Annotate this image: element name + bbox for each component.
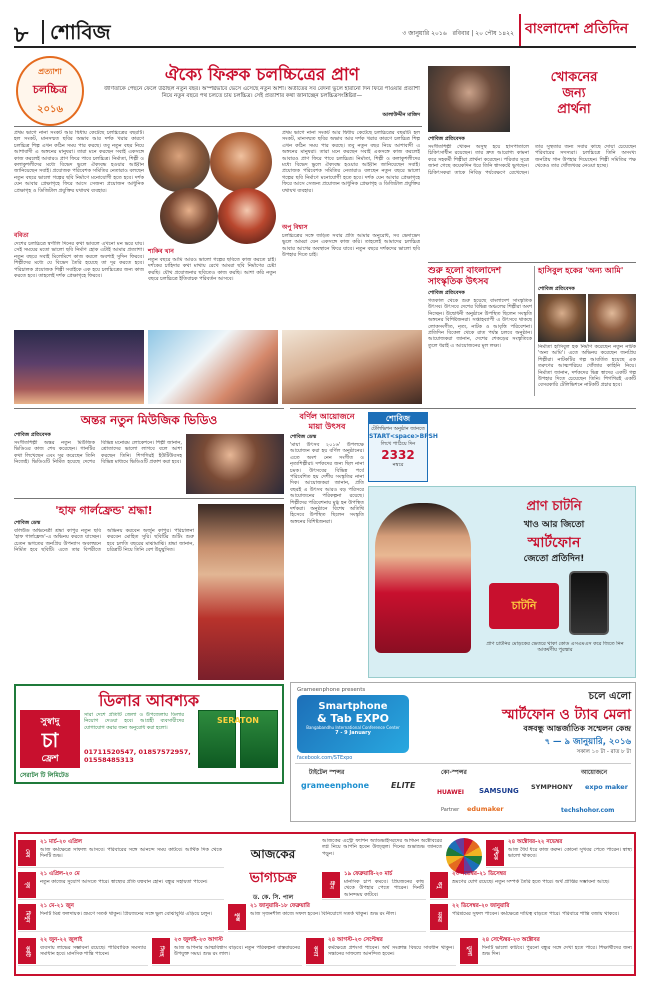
tv-sms-ad (368, 412, 438, 482)
sign-dates: ২৪ সেপ্টেম্বর-২৩ অক্টোবর (482, 937, 540, 943)
khokon-headline-3: প্রার্থনা (557, 102, 591, 117)
sponsor-samsung: SAMSUNG (479, 787, 519, 795)
horoscope-sign (18, 936, 148, 966)
page-number: ৮ (14, 22, 29, 48)
dealer-desc: সারা দেশে প্রতিটি জেলা ও উপজেলায় ডিলার নিয়োগ দেওয়া হবে। আগ্রহী ব্যবসায়ীদের যোগাযোগ করার জন্য অনুরোধ করা হলো। (84, 712, 184, 731)
sign-text: আজ ধৈর্য ধরে কাজ করুন। কোনো সুখবর পেতে পারেন। স্বাস্থ্য ভালো থাকবে। (508, 847, 632, 860)
dealer-phones: 01711520547, 01857572957, 01558485313 (84, 748, 191, 764)
sponsor-huawei: HUAWEI (437, 789, 465, 796)
rule-music (14, 408, 284, 409)
lead-photo-group (282, 330, 422, 404)
lead-name-3: অপু বিশ্বাস (282, 224, 308, 231)
horoscope-sign (18, 902, 224, 932)
expo-organizer-label: আয়োজনে (581, 769, 608, 776)
khokon-headline (512, 70, 636, 118)
lead-photo-actor-2 (160, 188, 218, 244)
pran-slogan-4: জেতো প্রতিদিন! (523, 554, 585, 564)
pran-brand: চাটনি (511, 599, 537, 612)
film-headline-2: মায়া উৎসব (308, 422, 346, 431)
film-headline (290, 412, 364, 432)
lead-photo-actor (148, 132, 210, 192)
rule-shraddha (14, 498, 284, 499)
dealer-title: ডিলার আবশ্যক (98, 691, 200, 710)
pran-model (375, 503, 471, 653)
film-body: 'মায়া উৎসব ২০১৬' উপলক্ষে আয়োজন করা হয় বর্ণিল অনুষ্ঠানের। এতে অংশ নেন সংগীত ও নৃত্যশিল্পীরা। দর্শকদের জন্য ছিল নানা চমক। উৎসবের বিভিন্ন পর্বে পরিবেশিত হয় দেশীয় সংস্কৃতির নানা দিক। আয়োজকরা জানান, প্রতি বছরই এ উৎসব আরও বড় পরিসরে আয়োজনের পরিকল্পনা রয়েছে। শিল্পীদের পরিবেশনায় মুগ্ধ হন উপস্থিত দর্শকরা। অনুষ্ঠানে বিশেষ অতিথি হিসেবে উপস্থিত ছিলেন সংস্কৃতি অঙ্গনের বিশিষ্টজনরা। (290, 442, 364, 525)
expo-title: স্মার্টফোন ও ট্যাব মেলা (501, 707, 631, 723)
hasibul-body: নির্মাতা হাসিবুল হক নির্মাণ করেছেন নতুন নাটক 'অন্য আমি'। এতে অভিনয় করেছেন জনপ্রিয় শিল্পীরা। নাটকটির গল্প আবর্তিত হয়েছে এক তরুণের আত্মপরিচয় খোঁজার কাহিনি নিয়ে। নির্মাতা জানান, দর্শকদের ভিন্ন স্বাদের একটি গল্প উপহার দিতে চেয়েছেন তিনি। শিগগিরই একটি বেসরকারি টেলিভিশনে নাটকটি প্রচার হবে। (538, 344, 636, 389)
horoscope-sign (460, 936, 634, 966)
hasibul-photo-1 (538, 294, 586, 342)
header-divider (42, 20, 44, 44)
lead-body-4: চলচ্চিত্রের সঙ্গে জড়িত সবার প্রতি আমার অনুরোধ, সব ভেদাভেদ ভুলে আমরা যেন একসঙ্গে কাজ করি। তাহলেই আমাদের চলচ্চিত্র আবার আগের অবস্থানে ফিরে যাবে। নতুন বছরে দর্শকদের ভালো ছবি উপহার দিতে চাই। (282, 233, 420, 259)
sponsor-symphony: SYMPHONY (531, 783, 573, 791)
sponsor-grameenphone: grameenphone (301, 781, 369, 790)
pran-phone-icon (569, 571, 609, 635)
pran-ad (368, 486, 636, 678)
masthead-title: বাংলাদেশ প্রতিদিন (525, 21, 629, 37)
expo-logo-sub: Bangabandhu International Conference Center (306, 725, 400, 730)
rule-film (290, 408, 636, 409)
expo-title-sponsor-label: টাইটেল স্পন্সর (309, 769, 345, 776)
pran-footnote: প্রাণ চাটনির মোড়কের ভেতরে থাকা কোড এসএমএস করে জিতে নিন আকর্ষণীয় পুরস্কার (486, 641, 624, 654)
sponsor-elite: ELITE (391, 781, 416, 790)
horoscope-sign (306, 936, 456, 966)
sign-text: আজ কর্মক্ষেত্রে সাফল্য আসবে। পরিবারের সঙ্গে আনন্দে সময় কাটবে। আর্থিক দিক থেকে দিনটি শুভ। (40, 847, 222, 860)
horoscope-sign (430, 870, 634, 900)
sign-dates: ২১ মে-২১ জুন (40, 903, 74, 909)
badge-mid: চলচ্চিত্র (32, 83, 68, 96)
expo-techshohor: techshohor.com (561, 807, 615, 814)
lead-photo-actress-2 (218, 188, 276, 244)
expo-ad (290, 682, 636, 822)
lead-photo-couple (148, 330, 278, 404)
badge-top: প্রত্যাশা (38, 67, 62, 76)
sign-name: তুলা (460, 938, 478, 964)
sign-text: কর্মক্ষেত্রে প্রশংসা পাবেন। অর্থ সংক্রান্ত বিষয়ে সাবধান থাকুন। সন্তানের সাফল্যে আনন্দিত হবেন। (328, 945, 454, 958)
lead-name-1: ববিতা (14, 232, 29, 239)
date-weekday: রবিবার (452, 30, 470, 37)
music-byline: শোবিজ প্রতিবেদক (14, 432, 51, 438)
sign-dates: ২৪ আগস্ট-২৩ সেপ্টেম্বর (328, 937, 383, 943)
date-bangla: ২০ পৌষ ১৪২২ (475, 30, 514, 37)
horoscope-title-2: ভাগ্যচক্র (249, 870, 297, 886)
tv-sms-suffix: নম্বরে (392, 462, 404, 468)
music-headline: অন্তর নতুন মিউজিক ভিডিও (80, 413, 218, 427)
lead-body-3: নতুন বছরে আমি আরও ভালো গল্পের ছবিতে কাজ করতে চাই। দর্শকের চাহিদার কথা মাথায় রেখে আমরা ছবি নির্মাণের চেষ্টা করছি। যৌথ প্রযোজনার ছবিতেও কাজ করছি। আশা করি নতুন বছরে চলচ্চিত্রে ইতিবাচক পরিবর্তন আসবে। (148, 257, 276, 283)
sign-dates: ২৪ অক্টোবর-২২ নভেম্বর (508, 839, 563, 845)
expo-co-sponsor-label: কো-স্পন্সর (441, 769, 467, 776)
expo-edumaker: edumaker (467, 805, 504, 813)
khokon-photo (428, 66, 510, 132)
sign-text: ভ্রমণের যোগ রয়েছে। নতুন সম্পর্ক তৈরি হতে পারে। অর্থ প্রাপ্তির সম্ভাবনা আছে। (452, 879, 610, 885)
shraddha-photo (198, 504, 284, 680)
expo-logo (297, 695, 409, 753)
tv-sms-label: টেলিভিশন অনুষ্ঠান জানতে (371, 426, 425, 432)
khokon-byline: শোবিজ প্রতিবেদক (428, 136, 465, 142)
expo-web: facebook.com/STExpo (297, 755, 353, 761)
pran-slogan-2: খাও আর জিতো (523, 520, 585, 530)
section-title: শোবিজ (50, 20, 111, 44)
shraddha-headline: 'হাফ গার্লফ্রেন্ড' শ্রদ্ধা! (55, 504, 153, 517)
horoscope-sign (152, 936, 302, 966)
pran-slogan-1: প্রাণ চাটনি (526, 499, 582, 514)
horoscope-title (228, 846, 318, 903)
music-photo (186, 434, 284, 494)
sign-name: সিংহ (152, 938, 170, 964)
dealer-left-1: সুস্বাদু (40, 717, 60, 727)
tv-sms-number: 2332 (381, 448, 415, 462)
tv-sms-code: START<space>BPSH (369, 433, 438, 440)
horoscope-sign (228, 902, 426, 932)
khokon-headline-2: জন্য (562, 86, 586, 101)
lead-body-col3: প্রথম ভাগে নানা সংকট আর দ্বিধায় কেটেছে চলচ্চিত্রের বছরটি। হল সংকট, মানসম্মত ছবির অভাব আর দর্শক খরার কারণে চলচ্চিত্র শিল্প এখন কঠিন সময় পার করছে। তবু নতুন বছর নিয়ে আশাবাদী এ অঙ্গনের মানুষরা। তারা মনে করছেন সবাই একসঙ্গে কাজ করলেই আবারও প্রাণ ফিরে পাবে চলচ্চিত্র। নির্মাতা, শিল্পী ও কলাকুশলীদের মধ্যে বিভেদ ভুলে ঐক্যবদ্ধ হওয়ার আহ্বান জানিয়েছেন সবাই। প্রযোজক পরিবেশক সমিতির নেতারাও বলছেন নতুন বছরে ভালো গল্পের ছবি নির্মাণে মনোযোগী হতে হবে। দর্শক যেন আবার প্রেক্ষাগৃহে ফিরে আসে সেজন্য প্রয়োজন আধুনিক প্রেক্ষাগৃহ ও ডিজিটাল প্রযুক্তির যথাযথ ব্যবহার। (282, 130, 420, 194)
lead-name-2: শাকিব খান (148, 248, 174, 255)
sign-dates: ২১ জানুয়ারি-১৮ ফেব্রুয়ারি (250, 903, 310, 909)
page-header (14, 14, 636, 48)
sign-dates: ২৩ জুলাই-২৩ আগস্ট (174, 937, 223, 943)
lead-body-1: প্রথম ভাগে নানা সংকট আর দ্বিধায় কেটেছে চলচ্চিত্রের বছরটি। হল সংকট, মানসম্মত ছবির অভাব আর দর্শক খরার কারণে চলচ্চিত্র শিল্প এখন কঠিন সময় পার করছে। তবু নতুন বছর নিয়ে আশাবাদী এ অঙ্গনের মানুষরা। তারা মনে করছেন সবাই একসঙ্গে কাজ করলেই আবারও প্রাণ ফিরে পাবে চলচ্চিত্র। নির্মাতা, শিল্পী ও কলাকুশলীদের মধ্যে বিভেদ ভুলে ঐক্যবদ্ধ হওয়ার আহ্বান জানিয়েছেন সবাই। প্রযোজক পরিবেশক সমিতির নেতারাও বলছেন নতুন বছরে ভালো গল্পের ছবি নির্মাণে মনোযোগী হতে হবে। দর্শক যেন আবার প্রেক্ষাগৃহে ফিরে আসে সেজন্য প্রয়োজন আধুনিক প্রেক্ষাগৃহ ও ডিজিটাল প্রযুক্তির যথাযথ ব্যবহার। (14, 130, 144, 194)
sign-name: মকর (430, 904, 448, 930)
lead-body-2: দেশের চলচ্চিত্রে স্বর্ণালি দিনের কথা ভাবলে এখনো মন ভরে যায়। সেই সময়ের মতো ভালো ছবি নির্মাণ হোক এটাই আমার প্রত্যাশা। নতুন বছরে সবাই মিলেমিশে কাজ করলে অবশ্যই সুদিন ফিরবে। শিল্পীদের মধ্যে যে বিভেদ তৈরি হয়েছে তা দূর করতে হবে। পরিচালক প্রযোজক শিল্পী সবাইকে এক হয়ে চলচ্চিত্রের জন্য কাজ করতে হবে। তাহলেই দর্শক প্রেক্ষাগৃহে ফিরবে। (14, 241, 144, 280)
culture-body: গতকাল থেকে শুরু হয়েছে বাংলাদেশ সাংস্কৃতিক উৎসব। উৎসবে দেশের বিভিন্ন অঞ্চলের শিল্পীরা অংশ নিচ্ছেন। উদ্বোধনী অনুষ্ঠানে উপস্থিত ছিলেন সংস্কৃতি অঙ্গনের বিশিষ্টজনরা। সপ্তাহব্যাপী এ উৎসবে থাকছে লোকসংগীত, নৃত্য, নাটক ও আবৃত্তি পরিবেশনা। প্রতিদিন বিকেল থেকে রাত পর্যন্ত চলবে অনুষ্ঠান। আয়োজকরা জানান, দেশের শেকড়ের সংস্কৃতিকে তুলে ধরাই এ আয়োজনের মূল লক্ষ্য। (428, 298, 532, 349)
expo-invite: চলে এলো (588, 691, 631, 702)
hasibul-photo-2 (588, 294, 636, 342)
sign-text: মানসিক চাপ কমবে। প্রিয়জনের কাছ থেকে উপহার পেতে পারেন। দিনটি আনন্দময় কাটবে। (344, 879, 424, 898)
lead-badge (16, 56, 84, 126)
lead-byline: আলাউদ্দীন মাজিদ (382, 112, 420, 118)
tv-channel: শোবিজ (369, 413, 427, 424)
dealer-ad (14, 684, 284, 784)
hasibul-headline: হাসিবুল হকের 'অন্য আমি' (538, 266, 624, 275)
sign-name: ধনু (430, 872, 448, 898)
expo-logo-1: Smartphone (318, 701, 388, 712)
khokon-headline-1: খোকনের (550, 70, 598, 85)
date-sep: | (471, 30, 476, 37)
sign-text: দিনটি মিশ্র ফলদায়ক। ভ্রমণে সতর্ক থাকুন। প্রিয়জনের সঙ্গে ভুল বোঝাবুঝি এড়িয়ে চলুন। (40, 911, 213, 917)
expo-time: সকাল ১০ টা - রাত ৮ টা (576, 749, 631, 755)
pran-slogan-3: স্মার্টফোন (527, 535, 581, 551)
rule-culture (428, 262, 636, 263)
khokon-body: সংগীতশিল্পী খোকন অসুস্থ হয়ে হাসপাতালে চিকিৎসাধীন রয়েছেন। তার দ্রুত আরোগ্য কামনা করে সহকর্মী শিল্পীরা প্রার্থনা করেছেন। পরিবার সূত্রে জানা গেছে কয়েকদিন ধরে তিনি শ্বাসকষ্টে ভুগছেন। চিকিৎসকরা তাকে নিবিড় পর্যবেক্ষণে রেখেছেন। তার সুস্থতার জন্য সবার কাছে দোয়া চেয়েছেন পরিবারের সদস্যরা। চলচ্চিত্রে তিনি অসংখ্য জনপ্রিয় গান উপহার দিয়েছেন। শিল্পী সমিতির পক্ষ থেকেও তার খোঁজখবর নেওয়া হচ্ছে। (428, 144, 636, 176)
date-english: ৩ জানুয়ারি ২০১৬ (402, 30, 447, 37)
sign-name: মিথুন (18, 904, 36, 930)
sign-name: বৃষ (18, 872, 36, 898)
expo-logo-dates: 7 - 9 January (335, 730, 371, 736)
lead-headline: ঐক্যে ফিরুক চলচ্চিত্রের প্রাণ (164, 65, 360, 85)
film-headline-1: বর্ণিল আয়োজনে (299, 412, 355, 421)
shraddha-byline: শোবিজ ডেস্ক (14, 520, 41, 526)
sign-text: দিনটি ভালো কাটবে। পুরনো বন্ধুর সঙ্গে দেখা হতে পারে। শিক্ষার্থীদের জন্য শুভ দিন। (482, 945, 632, 958)
horoscope-sign (430, 902, 634, 932)
sign-text: পরিশ্রমের সুফল পাবেন। কর্মক্ষেত্রে দায়িত্ব বাড়তে পারে। পরিবারে শান্তি বজায় থাকবে। (452, 911, 619, 917)
expo-venue: বঙ্গবন্ধু আন্তর্জাতিক সম্মেলন কেন্দ্র (523, 724, 631, 733)
film-byline: শোবিজ ডেস্ক (290, 434, 317, 440)
lead-photo-actress-1 (210, 132, 272, 192)
rule-culture-v (534, 266, 535, 396)
music-body: সংগীতশিল্পী অন্তর নতুন মিউজিক ভিডিওর কাজ শেষ করেছেন। গানটির কথা লিখেছেন এবং সুর করেছেন তিনি নিজেই। ভিডিওটি নির্মিত হয়েছে দেশের বিভিন্ন মনোরম লোকেশনে। শিল্পী জানান, শ্রোতাদের ভালো লাগবে বলে আশা করছেন তিনি। শিগগিরই ইউটিউবসহ বিভিন্ন মাধ্যমে ভিডিওটি প্রকাশ করা হবে। (14, 440, 182, 466)
sign-name: কুম্ভ (228, 904, 246, 930)
culture-byline: শোবিজ প্রতিবেদক (428, 290, 465, 296)
horoscope-sign (322, 870, 426, 900)
sign-dates: ২১ মার্চ-২০ এপ্রিল (40, 839, 82, 845)
dealer-brand: SERATON (217, 716, 259, 725)
expo-presenter: Grameenphone presents (297, 687, 366, 693)
expo-partner-label: Partner (441, 807, 460, 813)
header-date (314, 28, 514, 39)
sign-name: মেষ (18, 840, 36, 866)
dealer-left-2: চা (41, 728, 59, 752)
masthead (519, 14, 636, 46)
horoscope-sign (486, 838, 634, 868)
lead-photo-dance (14, 330, 144, 404)
sign-text: নতুন কাজের সুযোগ আসতে পারে। স্বাস্থ্যের প্রতি যত্নবান হোন। বন্ধুর সহায়তা পাবেন। (40, 879, 208, 885)
dealer-left-3: ফ্রেশ (41, 754, 59, 764)
dealer-company: সেরাটন টি লিমিটেড (20, 772, 69, 779)
expo-dates: ৭ — ৯ জানুয়ারি, ২০১৬ (544, 737, 631, 747)
rule-lead (14, 126, 422, 127)
badge-year: ২০১৬ (37, 104, 63, 115)
shraddha-body: বলিউড অভিনেত্রী শ্রদ্ধা কাপুর নতুন ছবি 'হাফ গার্লফ্রেন্ড'-এ অভিনয় করতে যাচ্ছেন। চেতন ভগতের জনপ্রিয় উপন্যাস অবলম্বনে নির্মিত হবে ছবিটি। এতে তার বিপরীতে অভিনয় করবেন অর্জুন কাপুর। পরিচালনা করবেন মোহিত সুরি। ছবিটির শুটিং শুরু হবে চলতি বছরের মাঝামাঝি। শ্রদ্ধা জানান, চরিত্রটি নিয়ে তিনি বেশ উচ্ছ্বসিত। (14, 528, 194, 554)
sign-text: আজ আপনার আত্মবিশ্বাস বাড়বে। নতুন পরিকল্পনা বাস্তবায়নের উপযুক্ত সময়। শুভ রং লাল। (174, 945, 300, 958)
sign-name: কর্কট (18, 938, 36, 964)
sign-dates: ২২ জুন-২২ জুলাই (40, 937, 83, 943)
sign-dates: ১৯ ফেব্রুয়ারি-২০ মার্চ (344, 871, 393, 877)
expo-rule (295, 763, 631, 764)
tv-sms-text: লিখে পাঠিয়ে দিন (380, 441, 416, 447)
horoscope-wheel (446, 838, 482, 874)
sign-dates: ২১ এপ্রিল-২০ মে (40, 871, 80, 877)
sponsor-expomaker: expo maker (585, 783, 628, 791)
horoscope-sign (18, 838, 224, 868)
sign-name: কন্যা (306, 938, 324, 964)
hasibul-byline: শোবিজ প্রতিবেদক (538, 286, 575, 292)
horoscope-author: ড. কে. সি. পাল (252, 894, 294, 901)
horoscope-sign (18, 870, 224, 900)
sign-text: ব্যবসায় লাভের সম্ভাবনা রয়েছে। পারিবারিক সমস্যার সমাধান হবে। মানসিক শান্তি পাবেন। (40, 945, 146, 958)
culture-headline: শুরু হলো বাংলাদেশ সাংস্কৃতিক উৎসব (428, 266, 502, 287)
sign-name: বৃশ্চিক (486, 840, 504, 866)
sign-name: মীন (322, 872, 340, 898)
horoscope-intro: আজকের এস্ট্রো ফ্যাশন অ্যাডভাইসরদের আগমন অক্টোবরের লগ্ন নিয়ে আপনি হবেন উজ্জ্বল। দিনের শুভাশুভ জানতে পড়ুন। (322, 838, 442, 857)
expo-logo-2: & Tab EXPO (316, 712, 390, 725)
lead-intro: জীর্ণতাকে পেছনে ফেলে উঠছিল নতুন বছর। অস্পষ্টভাবে ভেসে এসেছে নতুন আশা। অতীতের সব বেদনা ভুলে হারানো দিন ফিরে পাওয়ার প্রত্যাশা নিয়ে নতুন বছরে পথ চলতে চায় চলচ্চিত্র। সেই প্রত্যাশার কথা জানাচ্ছেন চলচ্চিত্রসংশ্লিষ্টরা— (104, 86, 420, 99)
sign-text: আজ সৃজনশীল কাজে সফল হবেন। বিনিয়োগে সতর্ক থাকুন। শুভ রং নীল। (250, 911, 397, 917)
horoscope-title-1: আজকের (250, 847, 296, 861)
sign-dates: ২৩ নভেম্বর-২১ ডিসেম্বর (452, 871, 506, 877)
sign-dates: ২২ ডিসেম্বর-২০ জানুয়ারি (452, 903, 510, 909)
dealer-left (20, 710, 80, 768)
